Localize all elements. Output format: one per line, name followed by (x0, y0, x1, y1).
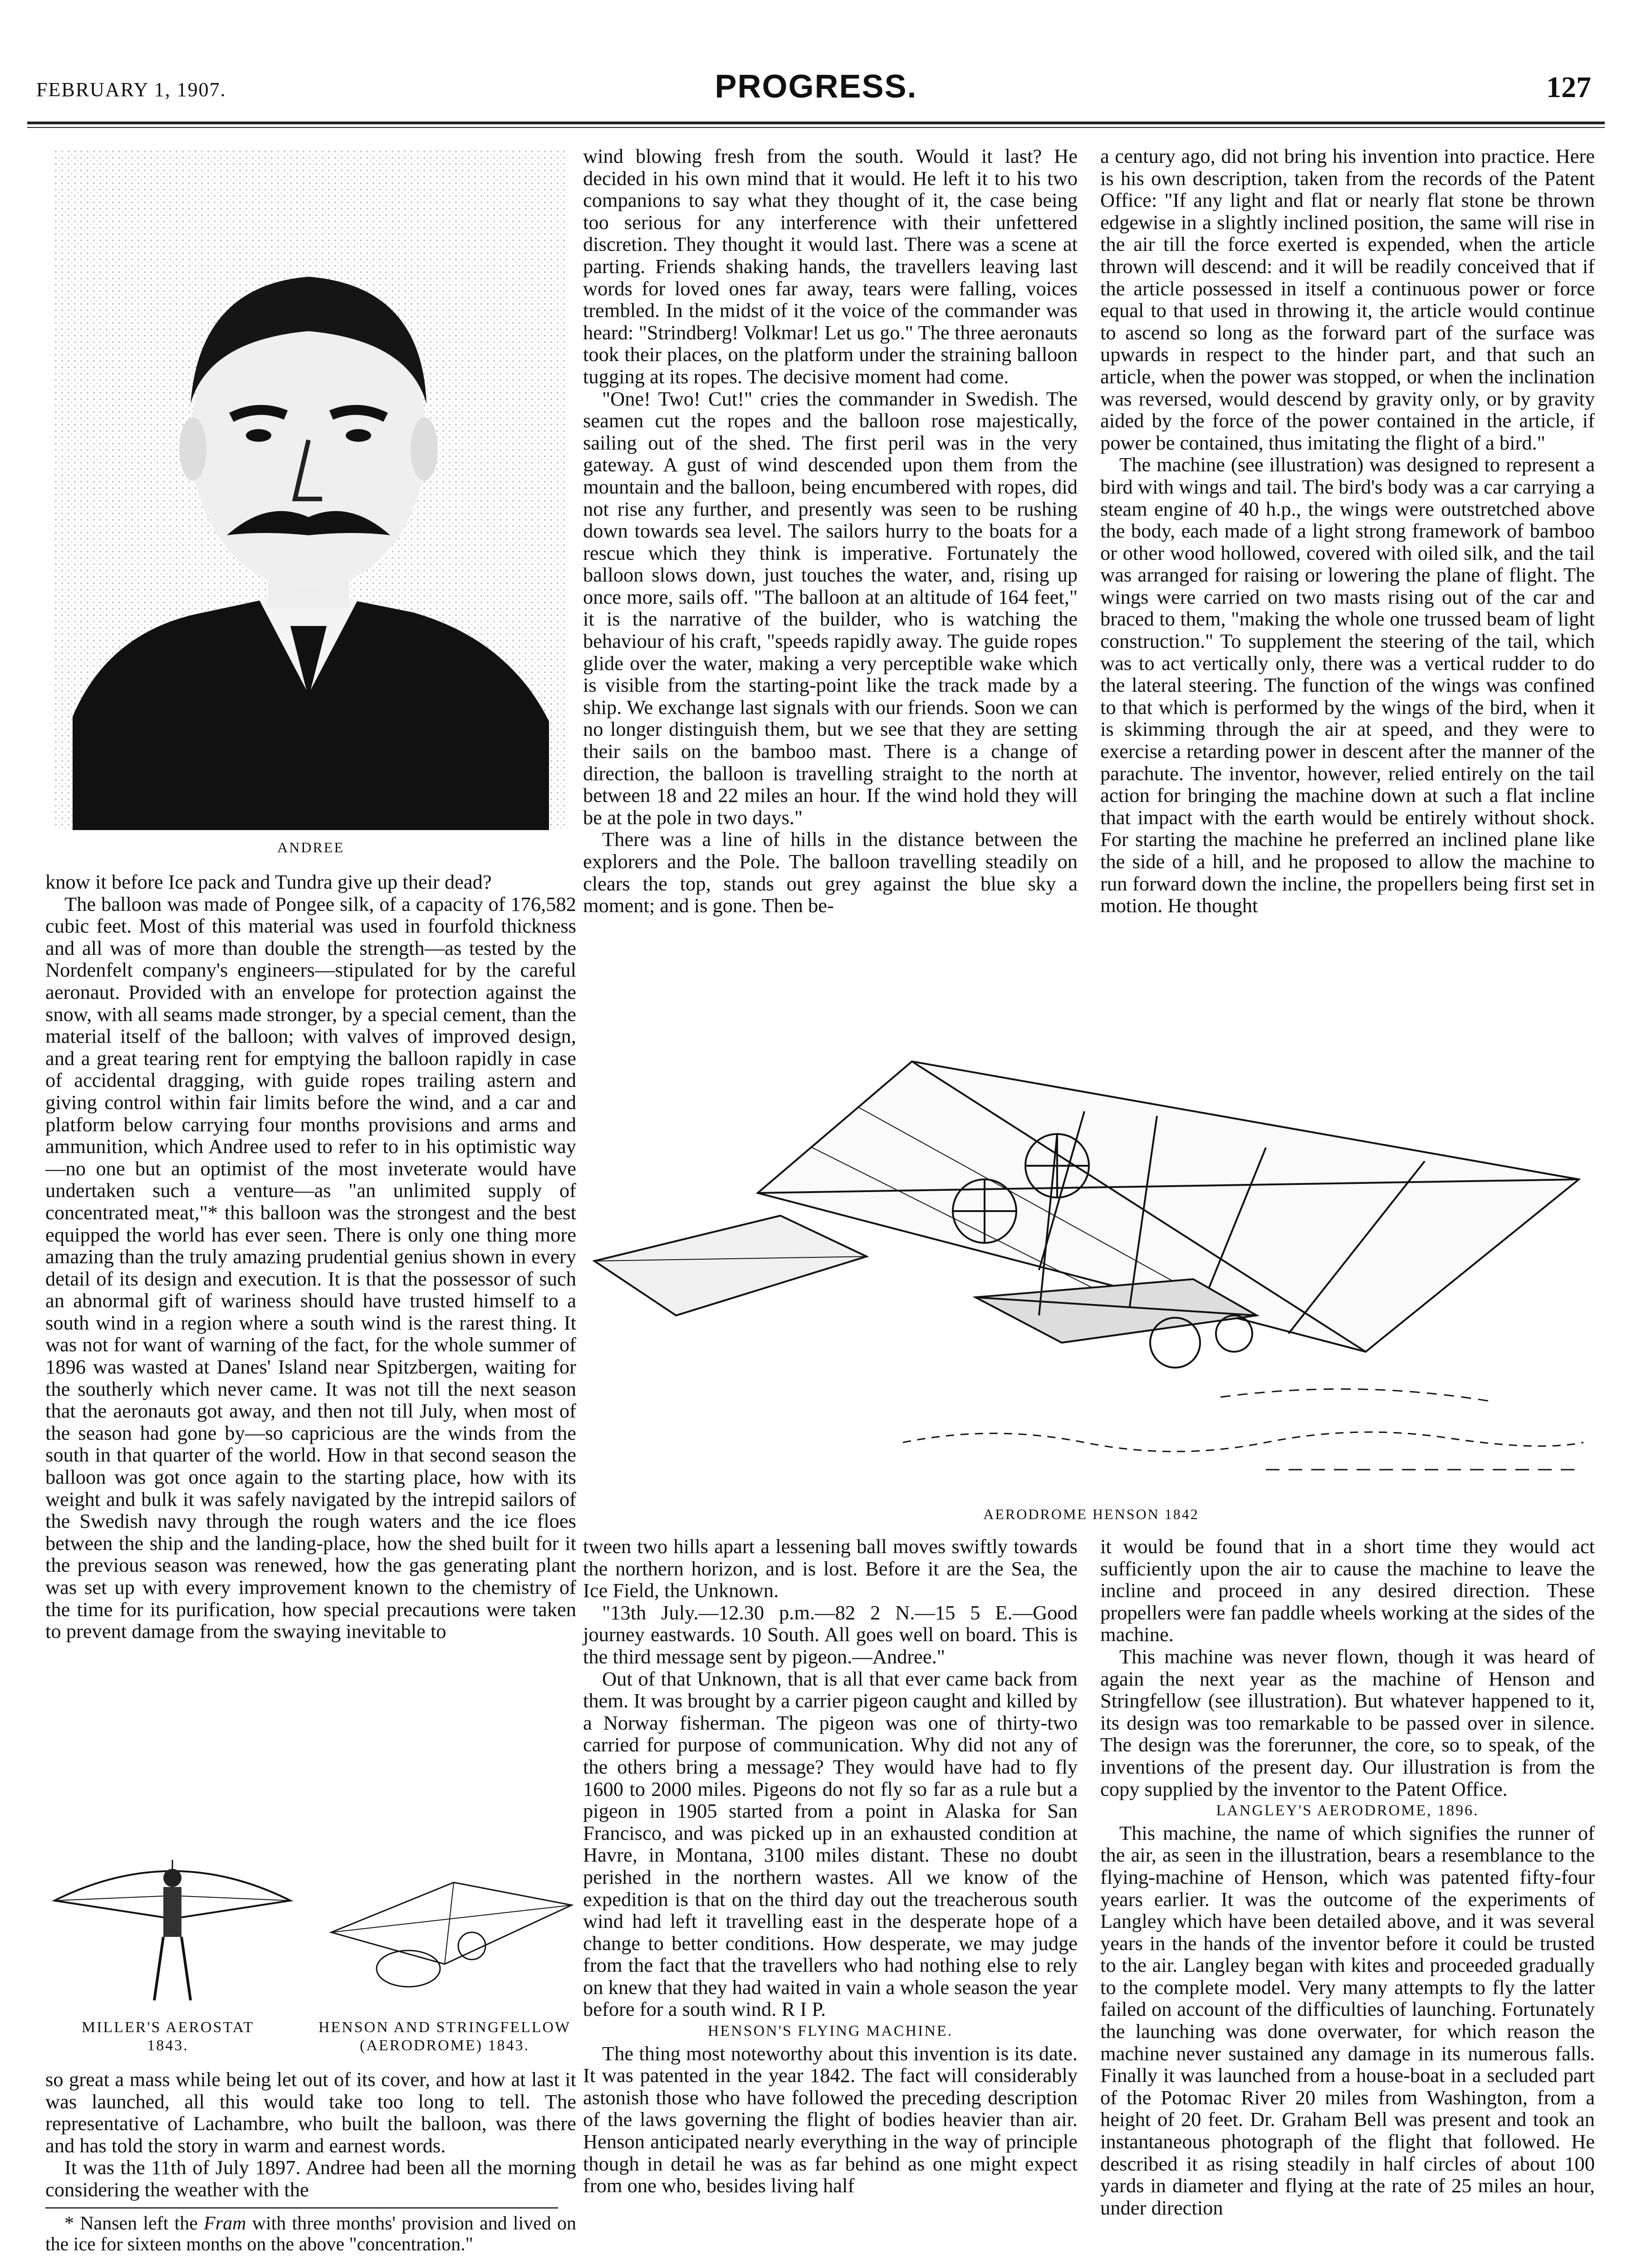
column-3-bottom (1100, 1535, 1595, 2219)
col1-paragraph-2: The balloon was made of Pongee silk, of a capacity of 176,582 cubic feet. Most of this material was used in fourfold thickness and all was of more than double the strength—as tested by the Nordenfelt company's engineers—stipulated for by the careful aeronaut. Provided with an envelope for protection against the snow, with all seams made stronger, by a special cement, than the material itself of the balloon; with valves of improved design, and a great tearing rent for emptying the balloon rapidly in case of accidental dragging, with guide ropes trailing astern and giving control within fair limits before the wind, and a car and platform below carrying four months provisions and arms and ammunition, which Andree used to refer to in his optimistic way—no one but an optimist of the most inveterate would have undertaken such a venture—as "an unlimited supply of concentrated meat,"* this balloon was the strongest and the best equipped the world has ever seen. There is only one thing more amazing than the truly amazing prudential genius shown in every detail of its design and execution. It is that the possessor of such an abnormal gift of wariness should have trusted himself to a south wind in a region where a south wind is the rarest thing. It was not for want of warning of the fact, for the whole summer of 1896 was wasted at Danes' Island near Spitzbergen, waiting for the southerly which never came. It was not till the next season that the aeronauts got away, and then not till July, when most of the season had gone by—so capricious are the winds from the south in that quarter of the world. How in that second season the balloon was got once again to the starting place, how with its weight and bulk it was safely navigated by the intrepid sailors of the Swedish navy through the rough waters and the ice floes between the ship and the landing-place, how the shed built for it the previous season was renewed, how the gas generating plant was set up with every improvement known to the chemistry of the time for its purification, how special precautions were taken to prevent damage from the swaying inevitable to (45, 892, 576, 1643)
henson-stringfellow-caption: HENSON AND STRINGFELLOW (AERODROME) 1843. (318, 2019, 571, 2054)
publication-title: PROGRESS. (715, 68, 917, 105)
col2-paragraph-5: "13th July.—12.30 p.m.—82 2 N.—15 5 E.—Good journey eastwards. 10 South. All goes well on board. This is the third message sent by pigeon.—Andree." (583, 1601, 1078, 1668)
column-2-top (583, 145, 1078, 917)
header-rule (27, 122, 1605, 124)
langley-section-heading: LANGLEY'S AERODROME, 1896. (1216, 1802, 1479, 1819)
column-3-top (1100, 145, 1595, 917)
col1-paragraph-4: It was the 11th of July 1897. Andree had been all the morning considering the weather with the (45, 2156, 576, 2201)
page-header (27, 68, 1605, 122)
henson-stringfellow-illustration (318, 1864, 581, 2009)
col2-paragraph-4: tween two hills apart a lessening ball moves swiftly towards the northern horizon, and is lost. Before it are the Sea, the Ice Field, the Unknown. (583, 1535, 1078, 1602)
aerodrome-henson-illustration (585, 1043, 1597, 1497)
portrait-caption: ANDREE (277, 839, 344, 855)
aerodrome-caption: AERODROME HENSON 1842 (983, 1506, 1199, 1522)
issue-date: FEBRUARY 1, 1907. (36, 78, 226, 101)
footnote-rule (45, 2207, 558, 2209)
col2-paragraph-3: There was a line of hills in the distance between the explorers and the Pole. The balloon travelling steadily on clears the top, stands out grey against the blue sky a moment; and is gone. Then be- (583, 828, 1078, 917)
col2-paragraph-7: The thing most noteworthy about this invention is its date. It was patented in the year 1842. The fact will considerably astonish those who have followed the preceding description of the laws governing the flight of bodies heavier than air. Henson anticipated nearly everything in the way of principle though in detail he was as far behind as one might expect from one who, besides living half (583, 2042, 1078, 2197)
col3-paragraph-3: it would be found that in a short time they would act sufficiently upon the air to cause the machine to leave the incline and proceed in any desired direction. These propellers were fan paddle wheels working at the sides of the machine. (1100, 1535, 1595, 1646)
col3-paragraph-5: This machine, the name of which signifies the runner of the air, as seen in the illustration, bears a resemblance to the flying-machine of Henson, which was patented fifty-four years earlier. It was the outcome of the experiments of Langley which have been detailed above, and it was several years in the hands of the inventor before it could be trusted to the air. Langley began with kites and proceeded gradually to the complete model. Very many attempts to fly the latter failed on account of the difficulties of launching. Fortunately the launching was done overwater, for which reason the machine never sustained any damage in its numerous falls. Finally it was launched from a house-boat in a secluded part of the Potomac River 20 miles from Washington, from a height of 20 feet. Dr. Graham Bell was present and took an instantaneous photograph of the flight that followed. He described it as rising steadily in half circles of about 100 yards in diameter and flying at the rate of 25 miles an hour, under direction (1100, 1821, 1595, 2219)
col3-paragraph-1: a century ago, did not bring his invention into practice. Here is his own description, taken from the records of the Patent Office: "If any light and flat or nearly flat stone be thrown edgewise in a slightly inclined position, the same will rise in the air till the force exerted is expended, when the article thrown will descend: and it will be readily conceived that if the article possessed in itself a continuous power or force equal to that used in throwing it, the article would continue to ascend so long as the forward part of the surface was upwards in respect to the hinder part, and that such an article, when the power was stopped, or when the inclination was reversed, would descend by gravity only, or by gravity aided by the force of the power contained in the article, if power be contained, thus imitating the flight of a bird." (1100, 145, 1595, 454)
col2-paragraph-2: "One! Two! Cut!" cries the commander in Swedish. The seamen cut the ropes and the balloon rose majestically, sailing out of the shed. The first peril was in the very gateway. A gust of wind descended upon them from the mountain and the balloon, being encumbered with ropes, did not rise any further, and presently was seen to be rushing down towards sea level. The sailors hurry to the boats for a rescue which they think is imperative. Fortunately the balloon slows down, just touches the water, and, rising up once more, sails off. "The balloon at an altitude of 164 feet," it is the narrative of the builder, who is watching the behaviour of his craft, "speeds rapidly away. The guide ropes glide over the water, making a very perceptible wake which is visible from the starting-point like the track made by a ship. We exchange last signals with our friends. Soon we can no longer distinguish them, but we see that they are setting their sails on the bamboo mast. There is a change of direction, the balloon is travelling straight to the north at between 18 and 22 miles an hour. If the wind hold they will be at the pole in two days." (583, 387, 1078, 829)
col3-paragraph-2: The machine (see illustration) was designed to represent a bird with wings and tail. The bird's body was a car carrying a steam engine of 40 h.p., the wings were outstretched above the body, each made of a light strong framework of bamboo or other wood hollowed, covered with oiled silk, and the tail was arranged for raising or lowering the plane of flight. The wings were carried on two masts rising out of the car and braced to them, "making the whole one trussed beam of light construction." To supplement the steering of the tail, which was to act vertically only, there was a vertical rudder to do the lateral steering. The function of the wings was confined to that which is performed by the wings of the bird, when it is skimming through the air at speed, and they were to exercise a retarding power in descent after the manner of the parachute. The inventor, however, relied entirely on the tail action for bringing the machine down at such a flat incline that impact with the earth would be entirely without shock. For starting the machine he preferred an inclined plane like the side of a hill, and he proposed to allow the machine to run forward down the incline, the propellers being first set in motion. He thought (1100, 453, 1595, 917)
miller-caption: MILLER'S AEROSTAT 1843. (81, 2019, 255, 2054)
col1-paragraph-1: know it before Ice pack and Tundra give up their dead? (45, 870, 492, 893)
col2-paragraph-1: wind blowing fresh from the south. Would it last? He decided in his own mind that it would. He left it to his two companions to say what they thought of it, the case being too serious for any interference with their unfettered discretion. They thought it would last. There was a scene at parting. Friends shaking hands, the travellers leaving last words for loved ones far away, tears were falling, voices trembled. In the midst of it the voice of the commander was heard: "Strindberg! Volkmar! Let us go." The three aeronauts took their places, on the platform under the straining balloon tugging at its ropes. The decisive moment had come. (583, 145, 1078, 388)
col3-paragraph-4: This machine was never flown, though it was heard of again the next year as the machine of Henson and Stringfellow (see illustration). But whatever happened to it, its design was too remarkable to be passed over in silence. The design was the forerunner, the core, so to speak, of the inventions of the present day. Our illustration is from the copy supplied by the inventor to the Patent Office. (1100, 1645, 1595, 1800)
column-1-top (45, 871, 576, 1642)
column-1-bottom (45, 2068, 576, 2255)
footnote: * Nansen left the Fram with three months' provision and lived on the ice for sixteen months on the above "concentration." (45, 2213, 576, 2255)
col1-paragraph-3: so great a mass while being let out of its cover, and how at last it was launched, all this would take too long to tell. The representative of Lachambre, who built the balloon, was there and has told the story in warm and earnest words. (45, 2068, 576, 2157)
column-2-bottom (583, 1535, 1078, 2197)
andree-portrait (54, 150, 567, 830)
henson-section-heading: HENSON'S FLYING MACHINE. (707, 2023, 953, 2040)
header-rule-thin (27, 127, 1605, 128)
miller-aerostat-illustration (45, 1851, 299, 2014)
page-number: 127 (1546, 71, 1591, 104)
col2-paragraph-6: Out of that Unknown, that is all that ever came back from them. It was brought by a carrier pigeon caught and killed by a Norway fisherman. The pigeon was one of thirty-two carried for purpose of communication. Why did not any of the others bring a message? They would have had to fly 1600 to 2000 miles. Pigeons do not fly so far as a rule but a pigeon in 1905 started from a point in Alaska for San Francisco, and was picked up in an exhausted condition at Havre, in Montana, 3100 miles distant. These no doubt perished in the northern wastes. All we know of the expedition is that on the third day out the treacherous south wind had left it travelling east in the desperate hope of a change to better conditions. How desperate, we may judge from the fact that the travellers who had nothing else to rely on knew that they had waited in vain a whole season the year before for a south wind. R I P. (583, 1667, 1078, 2021)
